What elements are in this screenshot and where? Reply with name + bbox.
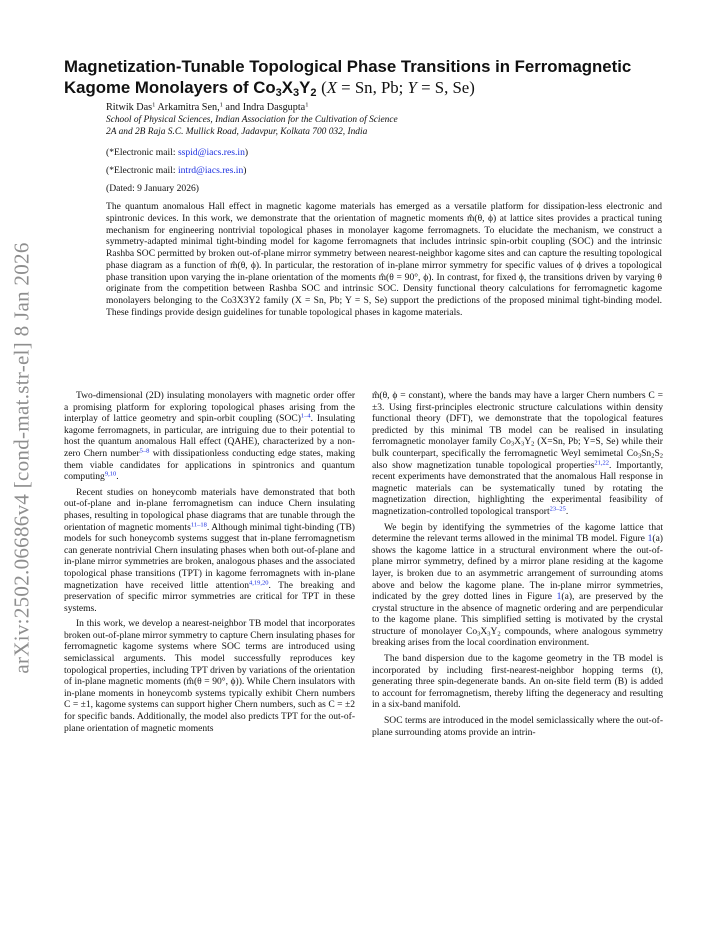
figure-link[interactable]: 1	[556, 591, 562, 603]
citation-link[interactable]: 5–8	[139, 447, 150, 455]
title-line-1: Magnetization-Tunable Topological Phase Transitions in Ferromagnetic	[64, 57, 632, 76]
abstract: The quantum anomalous Hall effect in magnetic kagome materials has emerged as a versatile platform for dissipation-less electronic and spintronic devices. In this work, we demonstrate that the orientation of magnetic moments m̂(θ, ϕ) at lattice sites provides a practical tuning mechanism for engineering nontrivial topological phases in monolayer kagome ferromagnets. To elucidate the mechanism, we construct a symmetry-adapted minimal tight-binding model for kagome ferromagnets that includes intrinsic spin-orbit coupling (SOC) and the intrinsic Rashba SOC permitted by broken out-of-plane mirror symmetry between nearest-neighbor kagome sites and can capture the resulting topological phase diagram as a function of m̂(θ, ϕ). In particular, the restoration of in-plane mirror symmetry for specific values of ϕ drives a topological phase transition upon varying the in-plane orientation of the moments m̂(θ = 90°, ϕ). In contrast, for fixed ϕ, the transitions driven by varying θ originate from the competition between Rashba SOC and intrinsic SOC. Density functional theory calculations for ferromagnetic kagome monolayers belonging to the Co3X3Y2 family (X = Sn, Pb; Y = S, Se) support the predictions of the proposed minimal tight-binding model. These findings provide design guidelines for tunable topological phases in kagome materials.	[106, 201, 662, 318]
left-column	[64, 390, 355, 738]
title-line-2: Kagome Monolayers of $Co_3X_3Y_2$ (X = Sn, Pb; Y = S, Se)	[64, 78, 475, 99]
author-3: Indra Dasgupta	[242, 102, 306, 113]
email-link-1[interactable]: sspid@iacs.res.in	[177, 147, 245, 158]
email-2: (*Electronic mail: intrd@iacs.res.in)	[106, 165, 247, 176]
arxiv-identifier: arXiv:2502.06686v4 [cond-mat.str-el] 8 Jan 2026	[9, 242, 34, 674]
citation-link[interactable]: 9,10	[104, 470, 117, 478]
citation-link[interactable]: 4,19,20	[249, 579, 269, 586]
figure-link[interactable]: 1	[647, 533, 653, 545]
paragraph: We begin by identifying the symmetries of the kagome lattice that determine the relevant terms allowed in the minimal TB model. Figure 1(a) shows the kagome lattice in a structural environment where the out-of-plane mirror symmetry, defined by a mirror plane residing at the kagome layer, is broken due to an asymmetric arrangement of surrounding atoms above and below the kagome plane. The in-plane mirror symmetries, indicated by the grey dotted lines in Figure 1(a), are preserved by the crystal structure in the absence of magnetic ordering and are perpendicular to the kagome plane. This simplified setting is motivated by the crystal structure of monolayer $Co_3X_3Y_2$ compounds, where analogous symmetry breaking arises from the local coordination environment.	[372, 521, 663, 649]
email-link-2[interactable]: intrd@iacs.res.in	[177, 165, 244, 176]
paragraph: Recent studies on honeycomb materials have demonstrated that both out-of-plane and in-plane ferromagnetism can induce Chern insulating phases, resulting in topological phase diagrams that are tunable through the orientation of magnetic moments$^{11-18}$. Although minimal tight-binding (TB) models for such honeycomb systems suggest that in-plane ferromagnetism can generate nontrivial Chern insulating phases when both out-of-plane and in-plane mirror symmetries are broken, analogous phases and the associated topological phase transitions (TPT) in kagome ferromagnets with in-plane magnetization have received little attention$^{4,19,20}$. The breaking and preservation of specific mirror symmetries are critical for TPT in these systems.	[64, 486, 355, 614]
citation-link[interactable]: 21,22	[594, 459, 610, 467]
paper-title	[64, 56, 684, 98]
paragraph: Two-dimensional (2D) insulating monolayers with magnetic order offer a promising platform for exploring topological phases arising from the interplay of lattice geometry and spin-orbit coupling (SOC)$^{1-4}$. Insulating kagome ferromagnets, in particular, are intriguing due to their potential to host the quantum anomalous Hall effect (QAHE), characterized by a non-zero Chern number$^{5-8}$ with dissipationless conducting edge states, making them viable candidates for applications in spintronics and quantum computing$^{9,10}$.	[64, 390, 355, 483]
paragraph: In this work, we develop a nearest-neighbor TB model that incorporates broken out-of-plane mirror symmetry to capture Chern insulating phases for ferromagnetic kagome systems where SOC terms are introduced using semiclassical arguments. This model successfully reproduces key topological properties, including TPT driven by variations of the orientation of in-plane magnetic moments (m̂(θ = 90°, ϕ)). While Chern insulators with in-plane moments in honeycomb systems typically exhibit Chern numbers C = ±1, kagome systems can support higher Chern numbers, such as C = ±2 for specific bands. Additionally, the model also predicts TPT for the out-of-plane orientation of magnetic moments	[64, 618, 355, 734]
citation-link[interactable]: 23–25	[549, 505, 566, 513]
paragraph: SOC terms are introduced in the model semiclassically where the out-of-plane surrounding atoms provide an intrin-	[372, 715, 663, 738]
right-column	[372, 390, 663, 742]
citation-link[interactable]: 1–4	[300, 412, 311, 420]
arxiv-sidebar	[4, 0, 40, 932]
email-1: (*Electronic mail: sspid@iacs.res.in)	[106, 147, 249, 158]
date-line: (Dated: 9 January 2026)	[106, 183, 199, 194]
affiliation-line-1: School of Physical Sciences, Indian Association for the Cultivation of Science	[106, 115, 398, 125]
paragraph: The band dispersion due to the kagome geometry in the TB model is incorporated by including first-nearest-neighbor hopping terms (t), generating three spin-degenerate bands. An on-site field term (B) is added to account for ferromagnetism, thereby lifting the degeneracy and resulting in a six-band manifold.	[372, 653, 663, 711]
paragraph: m̂(θ, ϕ = constant), where the bands may have a larger Chern numbers C = ±3. Using first-principles electronic structure calculations within density functional theory (DFT), we demonstrate that the topological features predicted by this minimal TB model can be realised in insulating ferromagnetic monolayer family $Co_3X_3Y_2$ (X=Sn, Pb; Y=S, Se) while their bulk counterpart, specifically the ferromagnetic Weyl semimetal $Co_3Sn_2S_2$ also show magnetization tunable topological properties$^{21,22}$. Importantly, recent experiments have demonstrated that the anomalous Hall response in magnetic materials can be systematically tuned by rotating the magnetization direction, highlighting the experimental feasibility of magnetization-controlled topological transport$^{23-25}$.	[372, 390, 663, 517]
author-list: Ritwik Das$^1$ Arkamitra Sen,$^1$ and Indra Dasgupta$^1$	[106, 101, 309, 113]
citation-link[interactable]: 11–18	[190, 521, 207, 529]
affiliation-line-2: 2A and 2B Raja S.C. Mullick Road, Jadavpur, Kolkata 700 032, India	[106, 127, 368, 137]
author-1: Ritwik Das	[106, 102, 153, 113]
author-2: Arkamitra Sen	[157, 102, 218, 113]
